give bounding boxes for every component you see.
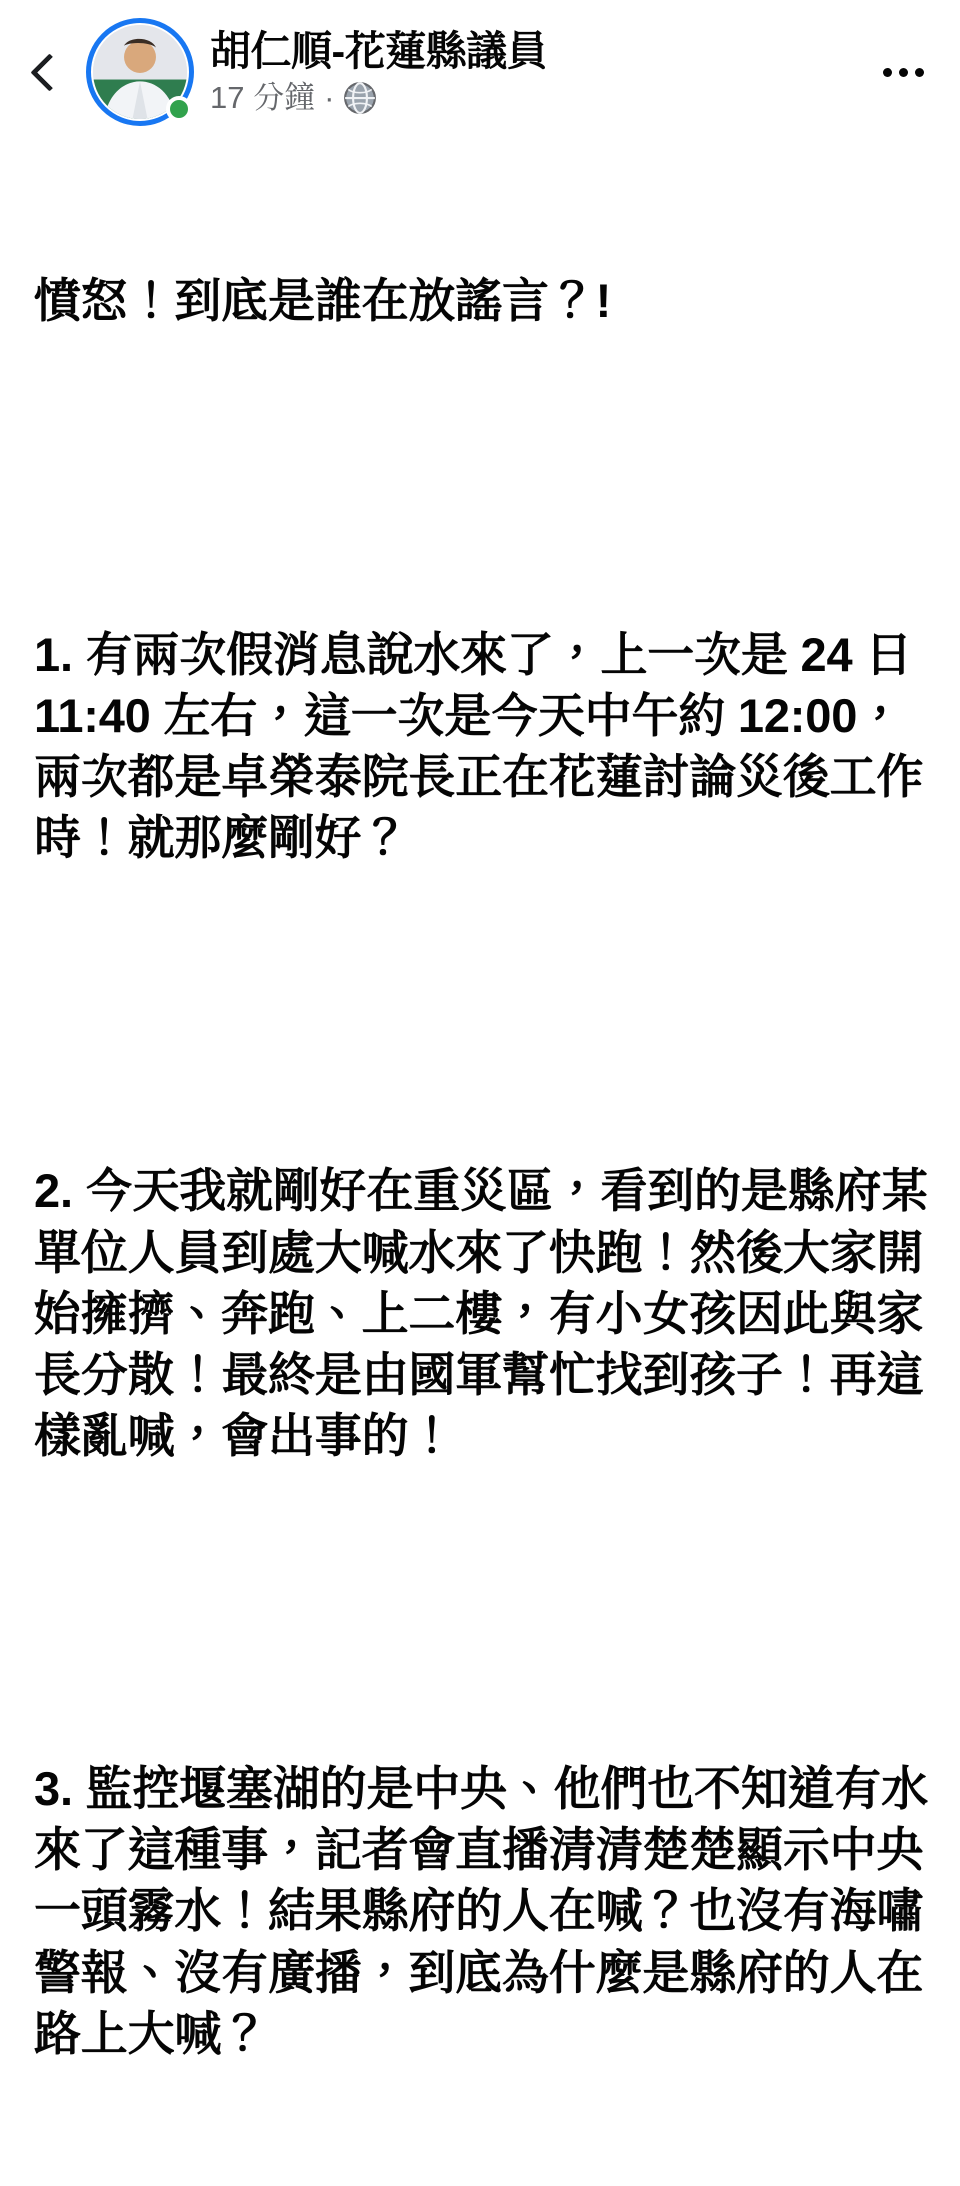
author-name[interactable]: 胡仁順-花蓮縣議員: [210, 27, 548, 74]
paragraph-spacer: [34, 453, 930, 501]
back-button[interactable]: [14, 41, 76, 103]
post-paragraph-2: 2. 今天我就剛好在重災區，看到的是縣府某單位人員到處大喊水來了快跑！然後大家開始擁擠、奔跑、上二樓，有小女孩因此與家長分散！最終是由國軍幫忙找到孩子！再這樣亂喊，會出事的！: [34, 1164, 929, 1462]
paragraph-spacer: [34, 990, 930, 1038]
online-status-dot: [166, 96, 192, 122]
paragraph-spacer: [34, 1588, 930, 1636]
more-options-dot: [883, 68, 892, 77]
post-paragraph-3: 3. 監控堰塞湖的是中央、他們也不知道有水來了這種事，記者會直播清清楚楚顯示中央一頭霧水！結果縣府的人在喊？也沒有海嘯警報、沒有廣播，到底為什麼是縣府的人在路上大喊？: [34, 1762, 929, 2060]
post-body: [0, 140, 960, 2186]
globe-public-icon[interactable]: [343, 81, 377, 115]
more-options-dot: [899, 68, 908, 77]
more-options-button[interactable]: [868, 37, 938, 107]
more-options-dot: [915, 68, 924, 77]
post-timestamp[interactable]: 17 分鐘: [210, 80, 316, 116]
post-header: [0, 0, 960, 140]
post-meta: [210, 81, 860, 115]
post-content: [34, 148, 930, 2186]
meta-separator: ·: [324, 80, 335, 116]
post-title-line: 憤怒！到底是誰在放謠言？!: [34, 274, 612, 328]
post-paragraph-1: 1. 有兩次假消息說水來了，上一次是 24 日 11:40 左右，這一次是今天中午約 12:00，兩次都是卓榮泰院長正在花蓮討論災後工作時！就那麼剛好？: [34, 627, 925, 864]
avatar[interactable]: [86, 18, 194, 126]
header-text-block: [194, 29, 868, 116]
back-chevron-icon: [30, 53, 68, 91]
